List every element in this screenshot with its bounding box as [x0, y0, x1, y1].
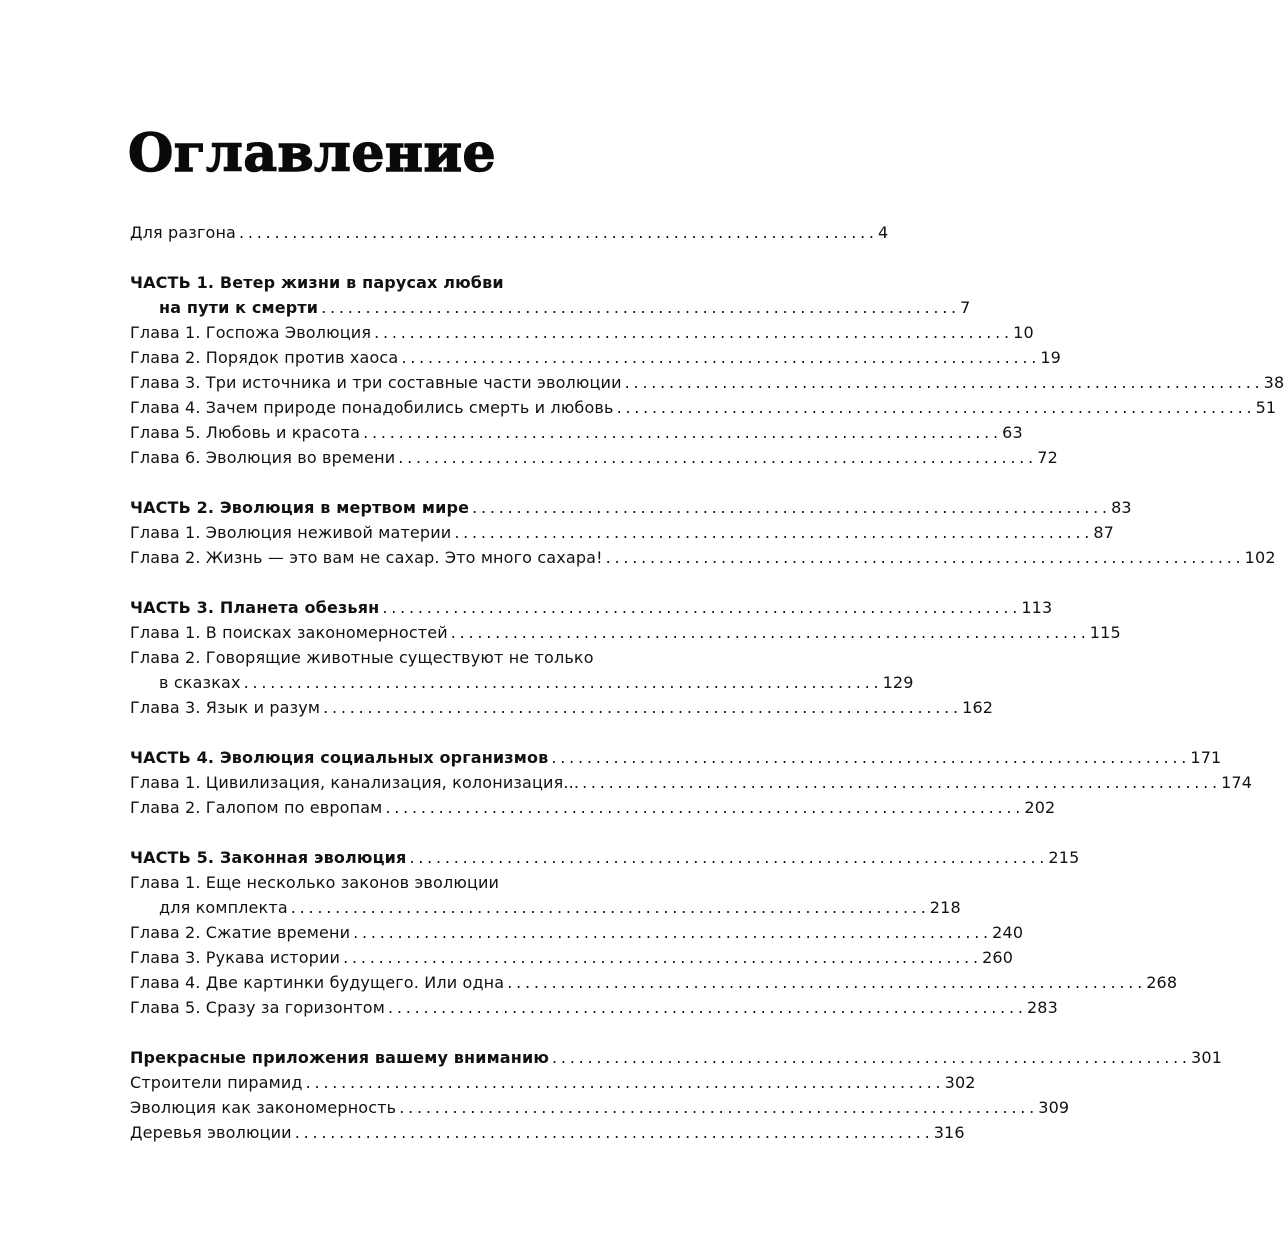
toc-appendix-item	[130, 1095, 1070, 1120]
toc-entry-text: ЧАСТЬ 3. Планета обезьян	[130, 598, 380, 617]
toc-chapter	[130, 870, 655, 895]
dot-leader	[548, 745, 1186, 770]
dot-leader	[614, 395, 1252, 420]
toc-page-number: 309	[1038, 1098, 1070, 1117]
toc-page-number: 4	[878, 223, 889, 242]
toc-part-heading	[130, 745, 1222, 770]
dot-leader	[288, 895, 926, 920]
toc-entry-text: Глава 1. Госпожа Эволюция	[130, 323, 372, 342]
toc-page-number: 63	[1002, 423, 1023, 442]
toc-entry-text: на пути к смерти	[159, 298, 319, 317]
dot-leader	[448, 620, 1086, 645]
toc-entry-text: Глава 1. Еще несколько законов эволюции	[130, 873, 500, 892]
toc-page-number: 115	[1089, 623, 1121, 642]
table-of-contents	[130, 220, 1284, 1145]
dot-leader	[303, 1070, 941, 1095]
toc-chapter	[130, 445, 1058, 470]
toc-part-heading	[130, 595, 1053, 620]
toc-entry-intro	[130, 220, 889, 245]
dot-leader	[360, 420, 998, 445]
toc-chapter	[130, 370, 1284, 395]
toc-chapter-continued	[130, 670, 914, 695]
toc-chapter	[130, 545, 1276, 570]
toc-page-number: 171	[1190, 748, 1222, 767]
toc-chapter	[130, 420, 1023, 445]
toc-chapter	[130, 395, 1277, 420]
toc-chapter	[130, 695, 994, 720]
toc-appendix-item	[130, 1070, 976, 1095]
toc-chapter	[130, 620, 1121, 645]
toc-entry-text: Прекрасные приложения вашему вниманию	[130, 1048, 550, 1067]
toc-entry-text: Глава 4. Зачем природе понадобились смерть и любовь	[130, 398, 614, 417]
toc-page-number: 302	[944, 1073, 976, 1092]
toc-page-number: 72	[1037, 448, 1058, 467]
toc-chapter	[130, 970, 1178, 995]
toc-entry-text: Для разгона	[130, 223, 237, 242]
toc-chapter	[130, 520, 1114, 545]
toc-chapter	[130, 345, 1061, 370]
toc-chapter-continued	[130, 895, 961, 920]
toc-page-number: 87	[1093, 523, 1114, 542]
toc-entry-text: Глава 5. Сразу за горизонтом	[130, 998, 385, 1017]
toc-page-number: 218	[929, 898, 961, 917]
toc-page-number: 240	[992, 923, 1024, 942]
dot-leader	[385, 995, 1023, 1020]
dot-leader	[579, 770, 1217, 795]
dot-leader	[622, 370, 1260, 395]
dot-leader	[318, 295, 956, 320]
toc-page-number: 316	[933, 1123, 965, 1142]
toc-entry-text: Строители пирамид	[130, 1073, 303, 1092]
dot-leader	[395, 445, 1033, 470]
dot-leader	[549, 1045, 1187, 1070]
toc-entry-text: Глава 2. Галопом по европам	[130, 798, 383, 817]
toc-chapter	[130, 645, 655, 670]
toc-entry-text: Глава 3. Три источника и три составные части эволюции	[130, 373, 622, 392]
toc-appendix-item	[130, 1120, 965, 1145]
toc-page-number: 174	[1221, 773, 1253, 792]
toc-page-number: 19	[1040, 348, 1061, 367]
toc-part-heading	[130, 270, 655, 295]
toc-entry-text: Глава 3. Рукава истории	[130, 948, 341, 967]
dot-leader	[603, 545, 1241, 570]
toc-page-number: 10	[1013, 323, 1034, 342]
toc-chapter	[130, 945, 1014, 970]
toc-entry-text: в сказках	[159, 673, 241, 692]
toc-page-number: 162	[962, 698, 994, 717]
toc-page-number: 215	[1048, 848, 1080, 867]
toc-entry-text: ЧАСТЬ 4. Эволюция социальных организмов	[130, 748, 549, 767]
toc-page-number: 260	[982, 948, 1014, 967]
dot-leader	[371, 320, 1009, 345]
toc-entry-text: Глава 2. Жизнь — это вам не сахар. Это много сахара!	[130, 548, 603, 567]
toc-page-number: 102	[1244, 548, 1276, 567]
toc-entry-text: ЧАСТЬ 1. Ветер жизни в парусах любви	[130, 273, 504, 292]
toc-page-number: 268	[1146, 973, 1178, 992]
toc-entry-text: Глава 6. Эволюция во времени	[130, 448, 396, 467]
toc-entry-text: Деревья эволюции	[130, 1123, 292, 1142]
toc-part-heading	[130, 495, 1132, 520]
toc-page-number: 83	[1111, 498, 1132, 517]
dot-leader	[340, 945, 978, 970]
toc-chapter	[130, 795, 1056, 820]
toc-entry-text: Глава 2. Порядок против хаоса	[130, 348, 399, 367]
toc-page-number: 202	[1024, 798, 1056, 817]
toc-entry-text: ЧАСТЬ 5. Законная эволюция	[130, 848, 407, 867]
toc-entry-text: Глава 4. Две картинки будущего. Или одна	[130, 973, 505, 992]
page-title: Оглавление	[128, 123, 497, 184]
toc-page-number: 129	[882, 673, 914, 692]
toc-part-heading-continued	[130, 295, 971, 320]
toc-chapter	[130, 320, 1034, 345]
dot-leader	[398, 345, 1036, 370]
toc-page-number: 38	[1263, 373, 1284, 392]
toc-entry-text: Глава 3. Язык и разум	[130, 698, 321, 717]
dot-leader	[241, 670, 879, 695]
toc-page-number: 283	[1026, 998, 1058, 1017]
toc-entry-text: Эволюция как закономерность	[130, 1098, 397, 1117]
dot-leader	[350, 920, 988, 945]
toc-entry-text: Глава 1. Эволюция неживой материи	[130, 523, 452, 542]
toc-page-number: 301	[1191, 1048, 1223, 1067]
dot-leader	[451, 520, 1089, 545]
toc-part-heading	[130, 845, 1080, 870]
toc-entry-text: Глава 2. Говорящие животные существуют не только	[130, 648, 594, 667]
toc-chapter	[130, 920, 1024, 945]
dot-leader	[382, 795, 1020, 820]
dot-leader	[379, 595, 1017, 620]
dot-leader	[396, 1095, 1034, 1120]
dot-leader	[320, 695, 958, 720]
toc-entry-text: Глава 1. Цивилизация, канализация, колонизация...	[130, 773, 580, 792]
dot-leader	[292, 1120, 930, 1145]
toc-page-number: 51	[1255, 398, 1277, 417]
toc-appendix-heading	[130, 1045, 1223, 1070]
toc-entry-text: Глава 1. В поисках закономерностей	[130, 623, 448, 642]
toc-page-number: 7	[960, 298, 971, 317]
dot-leader	[236, 220, 874, 245]
dot-leader	[504, 970, 1142, 995]
toc-chapter	[130, 995, 1058, 1020]
dot-leader	[469, 495, 1107, 520]
toc-chapter	[130, 770, 1253, 795]
toc-page-number: 113	[1021, 598, 1053, 617]
toc-entry-text: для комплекта	[159, 898, 288, 917]
toc-entry-text: Глава 2. Сжатие времени	[130, 923, 351, 942]
toc-entry-text: Глава 5. Любовь и красота	[130, 423, 361, 442]
dot-leader	[406, 845, 1044, 870]
toc-entry-text: ЧАСТЬ 2. Эволюция в мертвом мире	[130, 498, 470, 517]
